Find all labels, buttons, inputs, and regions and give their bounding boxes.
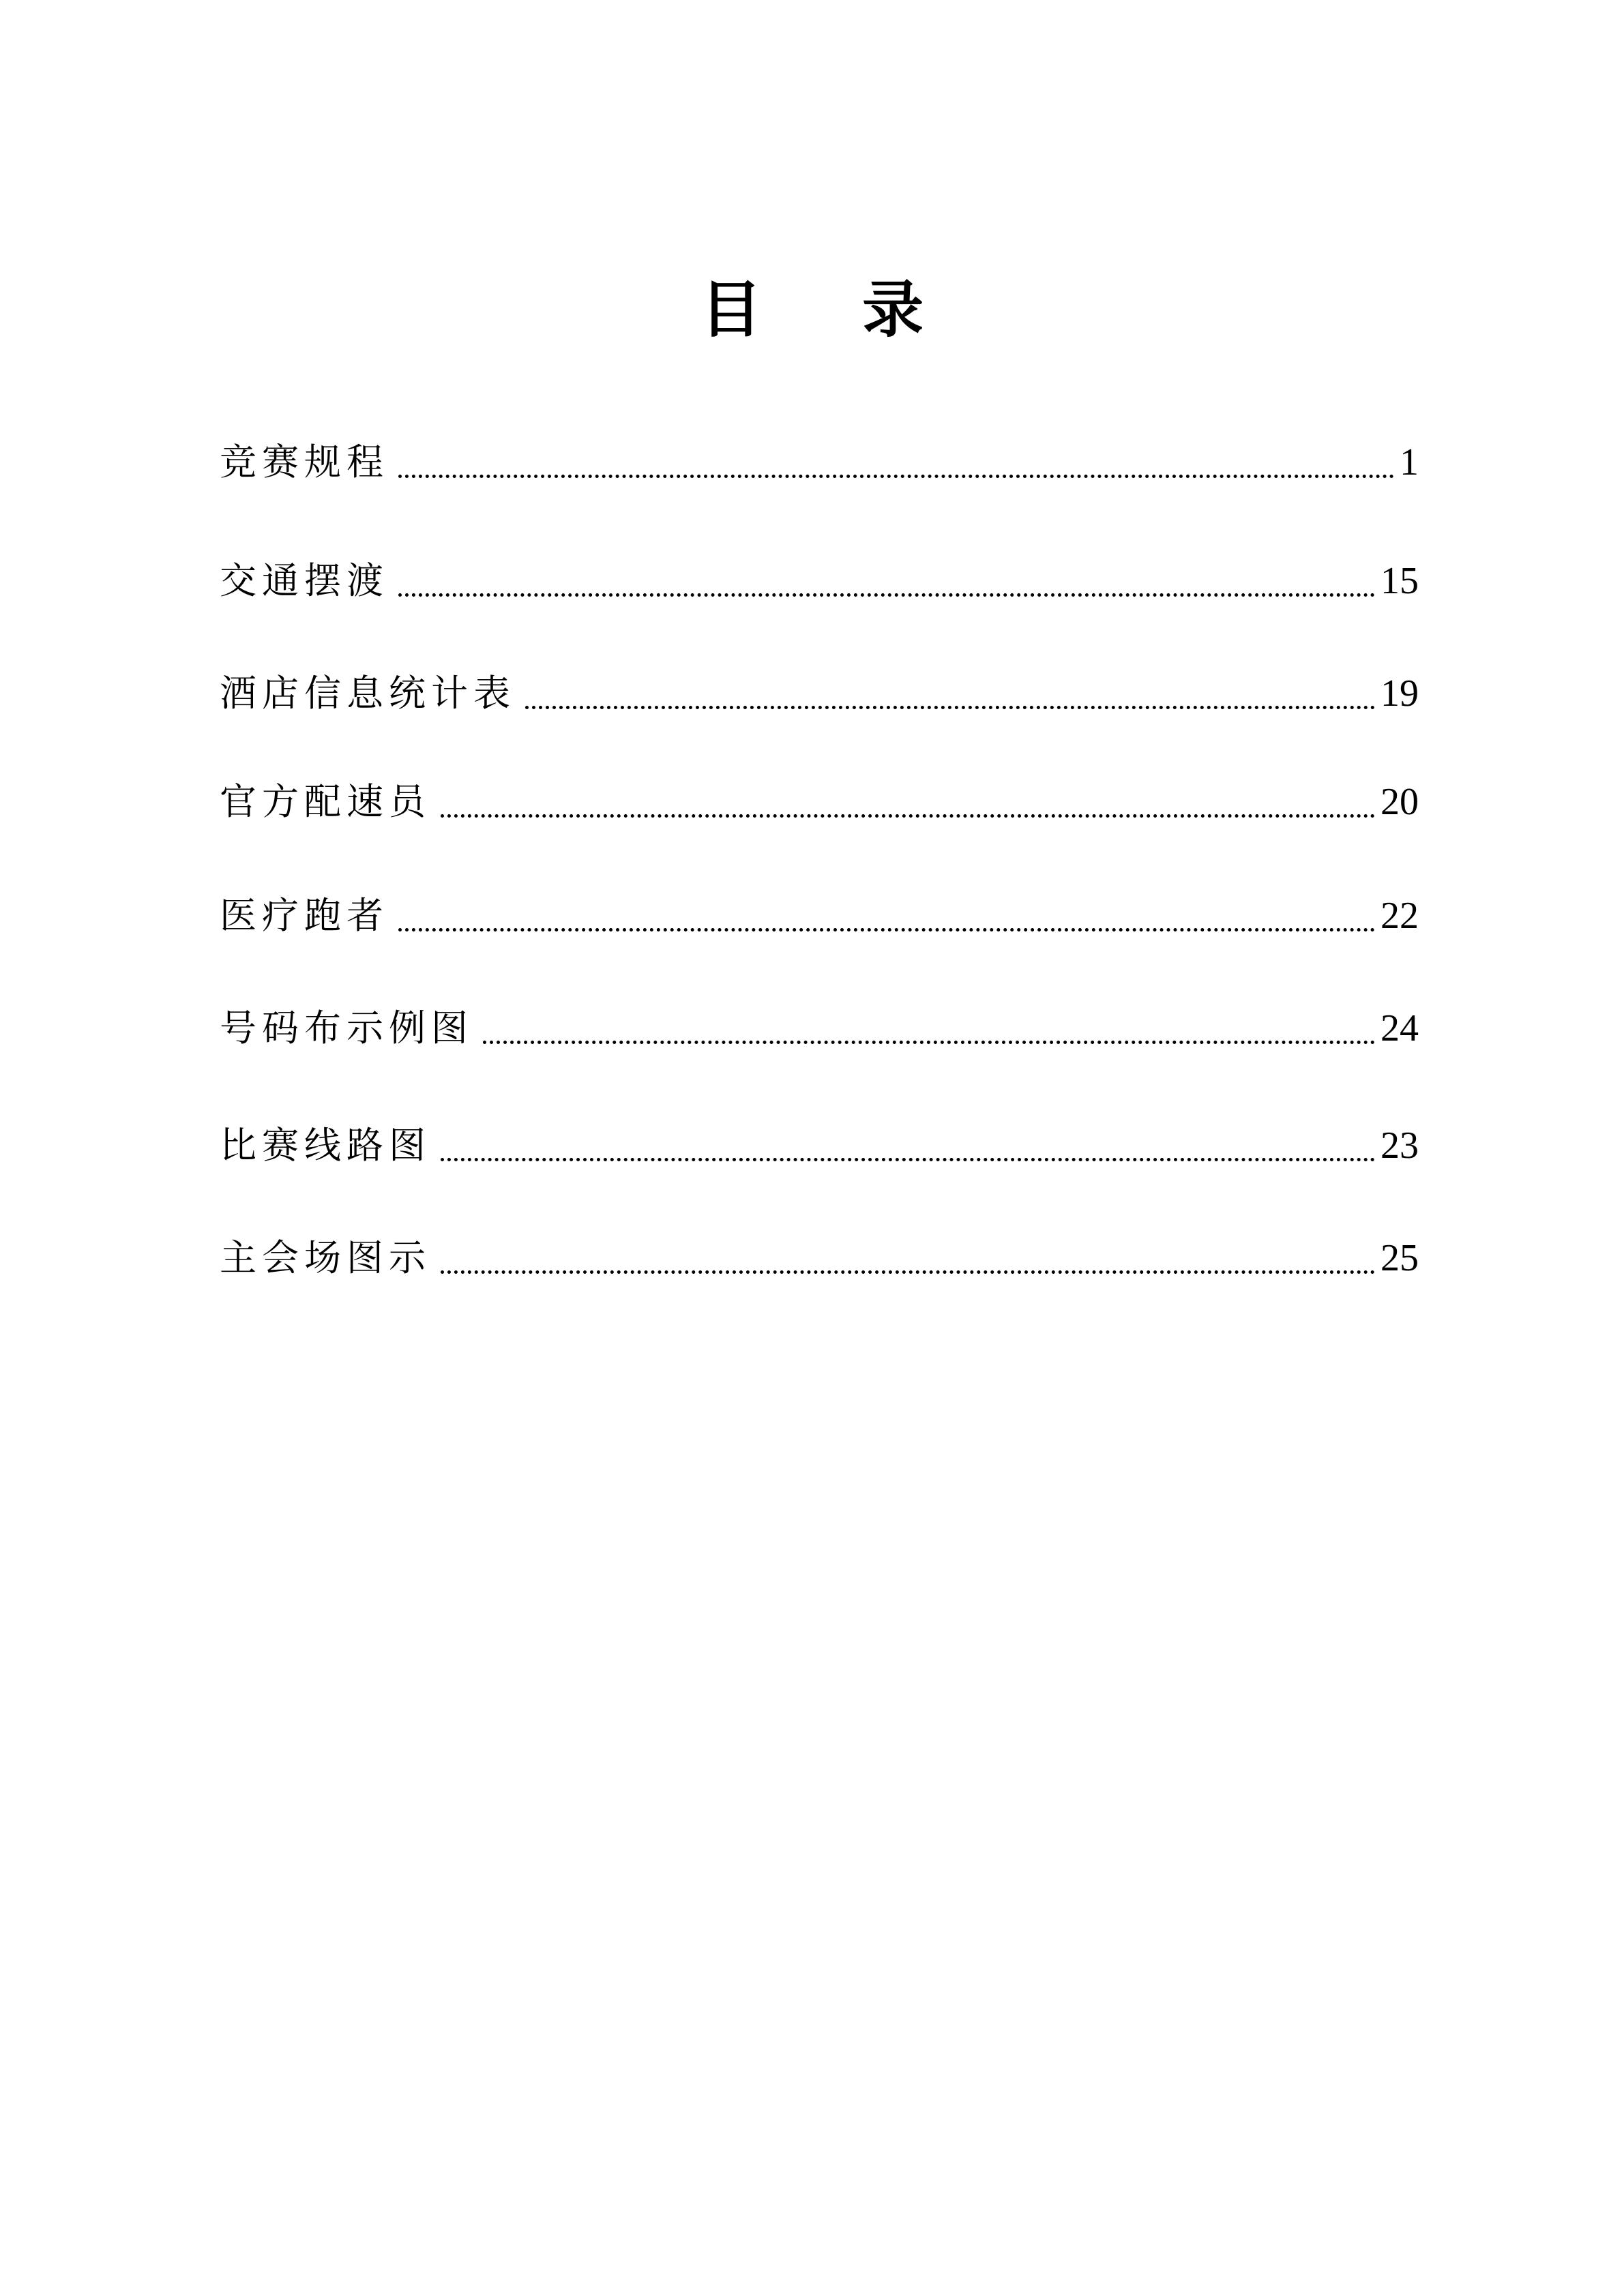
toc-entry-label: 交通摆渡: [220, 559, 389, 602]
toc-entry[interactable]: [220, 885, 1419, 946]
toc-entry[interactable]: [220, 998, 1419, 1059]
toc-entry[interactable]: [220, 550, 1419, 612]
toc-entry-label: 医疗跑者: [220, 894, 389, 937]
toc-page-number: 23: [1381, 1124, 1419, 1167]
toc-entry-label: 号码布示例图: [220, 1007, 473, 1049]
dot-leader: [441, 814, 1375, 818]
toc-entry[interactable]: [220, 432, 1419, 493]
toc-entry[interactable]: [220, 663, 1419, 724]
toc-page-number: 19: [1381, 672, 1419, 715]
toc-entry-label: 官方配速员: [220, 780, 431, 823]
toc-entry[interactable]: [220, 1115, 1419, 1176]
toc-entry-label: 主会场图示: [220, 1236, 431, 1279]
toc-entry-label: 竞赛规程: [220, 441, 389, 483]
toc-page-number: 22: [1381, 895, 1419, 937]
toc-entry-label: 比赛线路图: [220, 1124, 431, 1167]
dot-leader: [398, 593, 1375, 597]
table-of-contents: [220, 0, 1419, 1364]
toc-page-number: 1: [1400, 441, 1419, 483]
toc-page-number: 15: [1381, 560, 1419, 602]
toc-entry[interactable]: [220, 1227, 1419, 1289]
toc-entry[interactable]: [220, 771, 1419, 833]
toc-page-number: 24: [1381, 1007, 1419, 1049]
toc-page-number: 25: [1381, 1237, 1419, 1279]
dot-leader: [398, 475, 1394, 478]
dot-leader: [483, 1041, 1375, 1044]
toc-entry-label: 酒店信息统计表: [220, 672, 516, 715]
dot-leader: [525, 706, 1375, 709]
dot-leader: [441, 1270, 1375, 1274]
dot-leader: [441, 1158, 1375, 1161]
page-title: 目 录: [700, 274, 964, 346]
toc-page-number: 20: [1381, 781, 1419, 823]
dot-leader: [398, 928, 1375, 931]
